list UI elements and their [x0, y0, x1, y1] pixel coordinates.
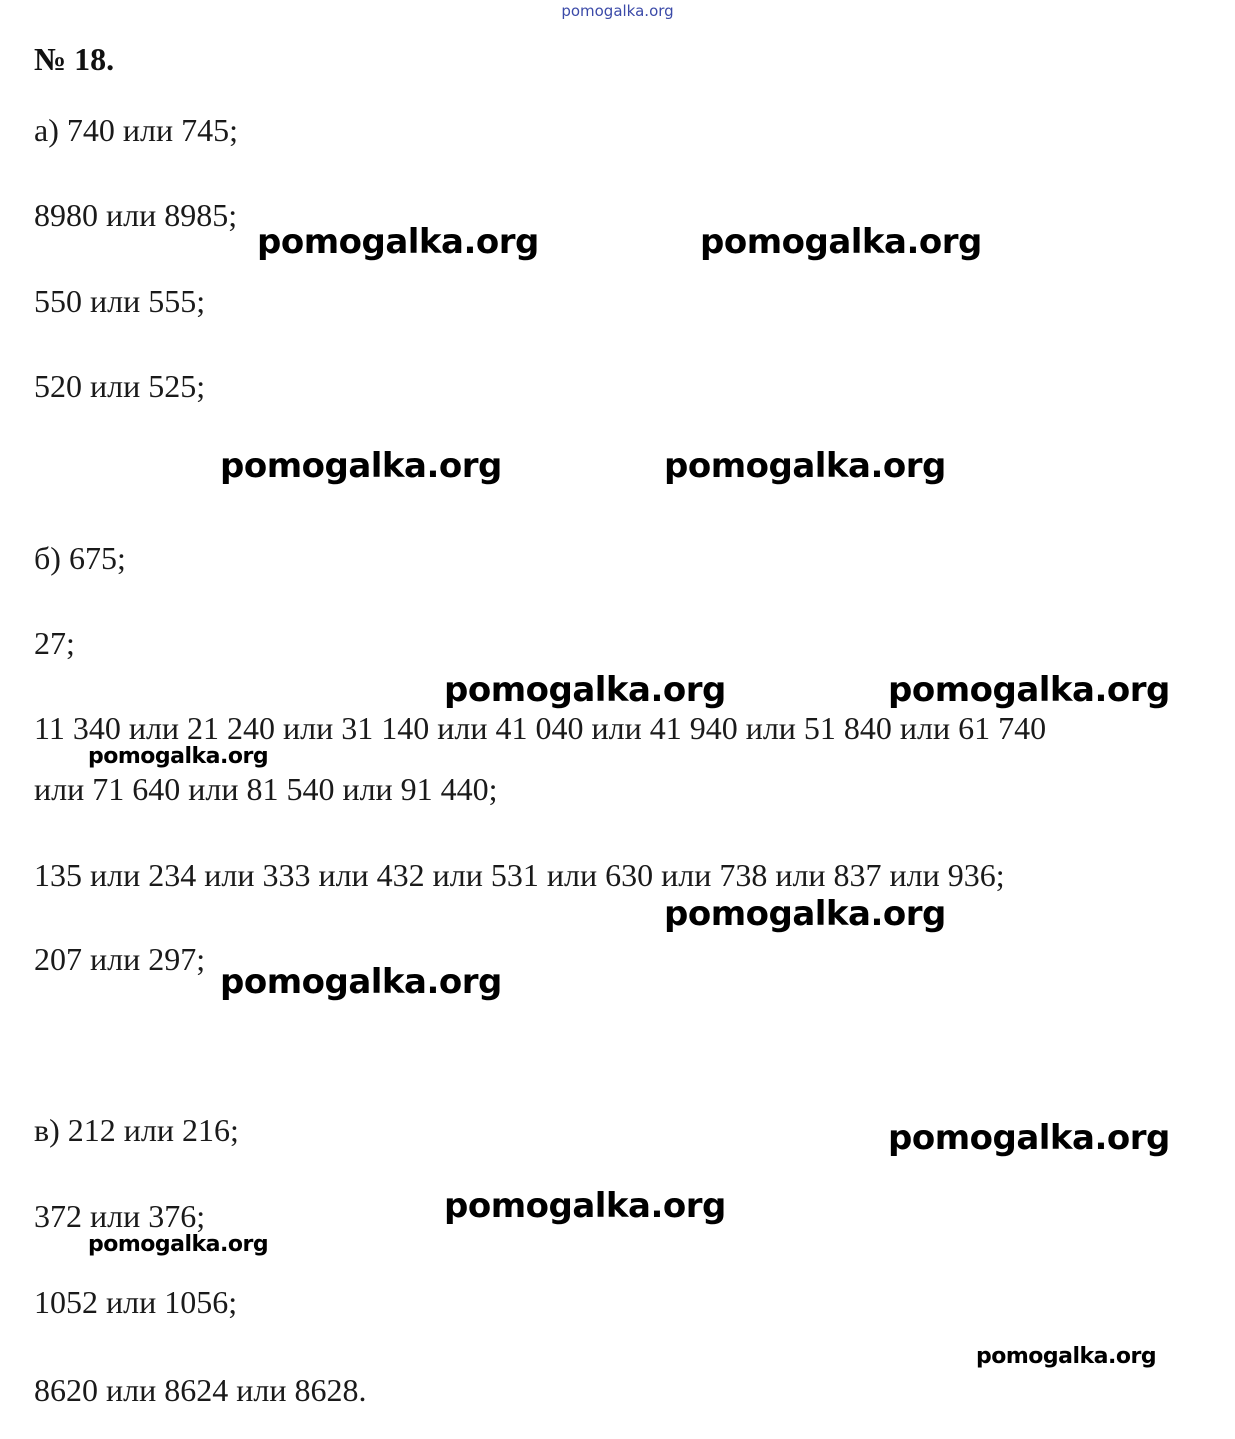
- watermark: pomogalka.org: [88, 744, 269, 769]
- answer-line-b1: б) 675;: [34, 540, 126, 576]
- watermark: pomogalka.org: [664, 446, 946, 486]
- answer-line-c3: 1052 или 1056;: [34, 1284, 238, 1320]
- watermark: pomogalka.org: [700, 222, 982, 262]
- answer-line-b3: 11 340 или 21 240 или 31 140 или 41 040 или 41 940 или 51 840 или 61 740: [34, 710, 1047, 746]
- watermark: pomogalka.org: [444, 1186, 726, 1226]
- answer-line-a2: 8980 или 8985;: [34, 197, 238, 233]
- answer-line-c2: 372 или 376;: [34, 1198, 206, 1234]
- top-watermark: pomogalka.org: [561, 2, 674, 20]
- answer-line-a3: 550 или 555;: [34, 283, 206, 319]
- answer-line-c4: 8620 или 8624 или 8628.: [34, 1372, 367, 1408]
- watermark: pomogalka.org: [444, 670, 726, 710]
- answer-line-c1: в) 212 или 216;: [34, 1112, 239, 1148]
- answer-line-b4: 135 или 234 или 333 или 432 или 531 или 630 или 738 или 837 или 936;: [34, 857, 1005, 893]
- answer-line-b2: 27;: [34, 625, 75, 661]
- watermark: pomogalka.org: [220, 962, 502, 1002]
- exercise-title: № 18.: [34, 41, 115, 77]
- answer-line-a1: а) 740 или 745;: [34, 112, 238, 148]
- watermark: pomogalka.org: [976, 1344, 1157, 1369]
- answer-line-b3-continued: или 71 640 или 81 540 или 91 440;: [34, 771, 498, 807]
- watermark: pomogalka.org: [257, 222, 539, 262]
- watermark: pomogalka.org: [220, 446, 502, 486]
- watermark: pomogalka.org: [888, 670, 1170, 710]
- answer-line-b5: 207 или 297;: [34, 941, 206, 977]
- watermark: pomogalka.org: [88, 1232, 269, 1257]
- answer-line-a4: 520 или 525;: [34, 368, 206, 404]
- watermark: pomogalka.org: [664, 894, 946, 934]
- watermark: pomogalka.org: [888, 1118, 1170, 1158]
